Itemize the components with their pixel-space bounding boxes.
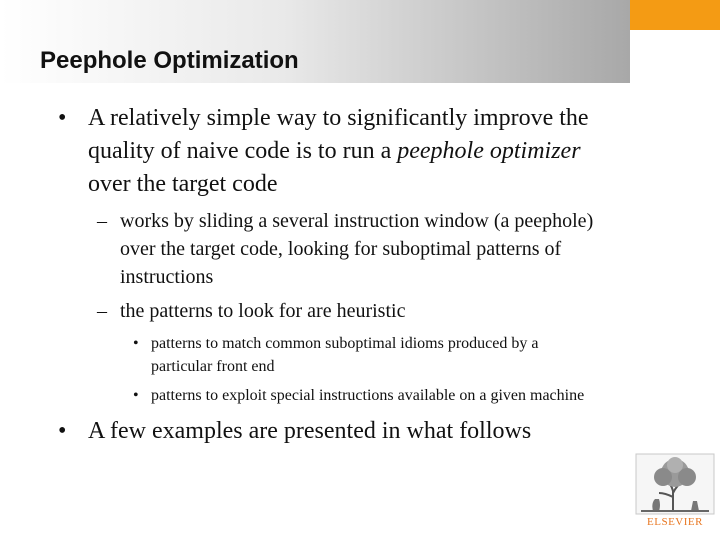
- third-level-text-line: patterns to match common suboptimal idioms produced by a: [151, 335, 539, 352]
- third-level-marker: •: [133, 387, 139, 404]
- elsevier-logo: [635, 453, 715, 535]
- third-level-marker: •: [133, 335, 139, 352]
- bullet-marker: •: [58, 418, 67, 444]
- elsevier-wordmark: ELSEVIER: [647, 516, 703, 528]
- sub-bullet-text-line: instructions: [120, 266, 214, 288]
- sub-bullet-text-line: the patterns to look for are heuristic: [120, 300, 406, 322]
- bullet-text-line: A relatively simple way to significantly improve the: [88, 105, 589, 131]
- third-level-text-line: particular front end: [151, 358, 275, 375]
- bullet-text-segment: quality of naive code is to run a: [88, 138, 398, 164]
- elsevier-tree-icon: [635, 453, 715, 515]
- emphasis-term: peephole optimizer: [397, 138, 581, 164]
- bullet-text-line: [88, 138, 581, 165]
- bullet-text-line: over the target code: [88, 171, 278, 197]
- bullet-marker: •: [58, 105, 67, 131]
- bullet-text-line: A few examples are presented in what follows: [88, 418, 532, 444]
- sub-bullet-text-line: over the target code, looking for suboptimal patterns of: [120, 238, 562, 260]
- sub-bullet-marker: –: [97, 300, 107, 322]
- sub-bullet-text-line: works by sliding a several instruction window (a peephole): [120, 210, 594, 232]
- sub-bullet-marker: –: [97, 210, 107, 232]
- third-level-text-line: patterns to exploit special instructions available on a given machine: [151, 387, 585, 404]
- slide-title: Peephole Optimization: [40, 47, 299, 74]
